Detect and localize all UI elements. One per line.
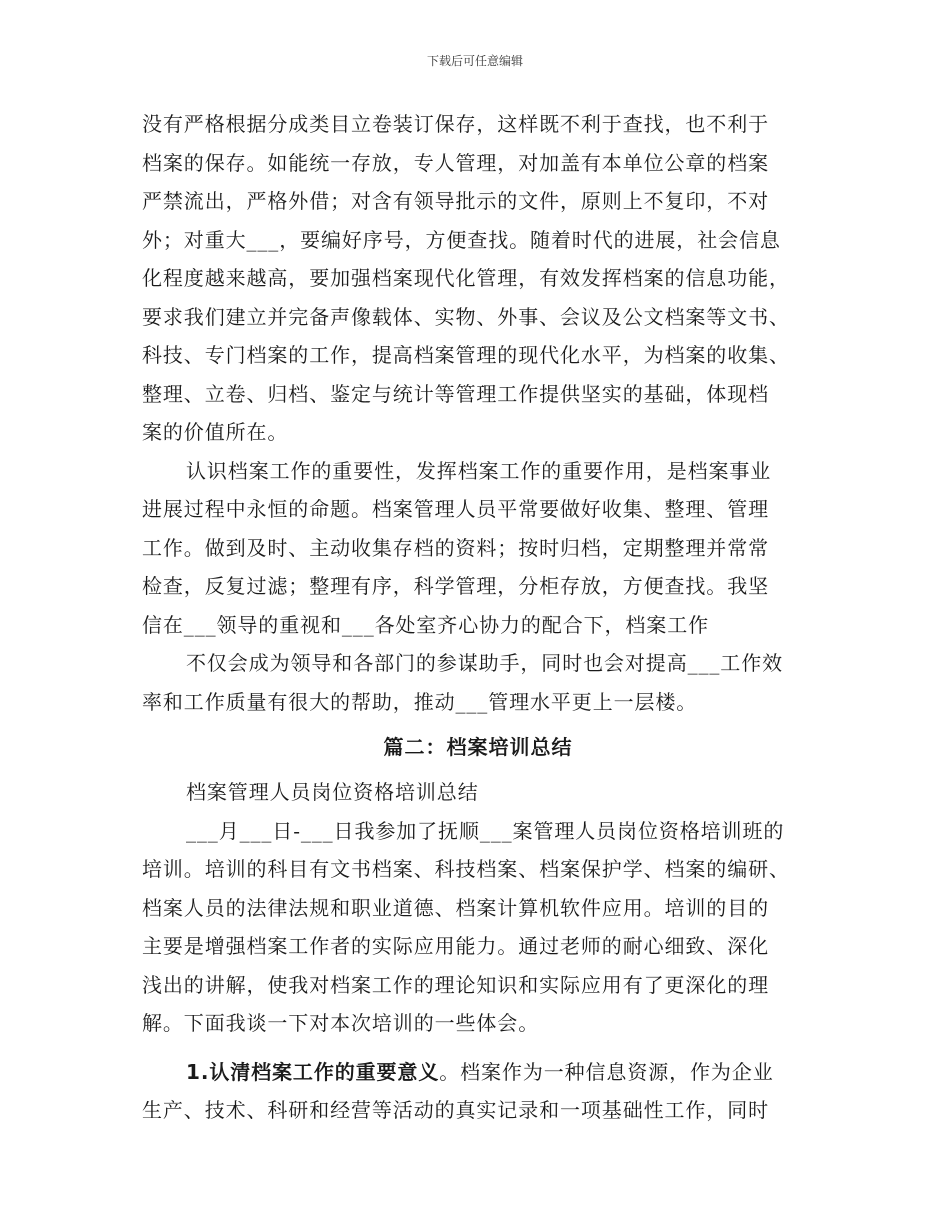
text-line: ___月___日-___日我参加了抚顺___案管理人员岗位资格培训班的: [186, 818, 785, 843]
paragraph-3: [142, 644, 814, 721]
text-line: 要求我们建立并完备声像载体、实物、外事、会议及公文档案等文书、: [142, 304, 790, 329]
paragraph-2: [142, 452, 814, 645]
text-line: 率和工作质量有很大的帮助，推动___管理水平更上一层楼。: [142, 689, 698, 714]
paragraph-4: [142, 812, 814, 1043]
text-line: 严禁流出，严格外借；对含有领导批示的文件，原则上不复印，不对: [142, 189, 769, 213]
text-line: 生产、技术、科研和经营等活动的真实记录和一项基础性工作，同时: [142, 1098, 769, 1122]
section-subtitle: 档案管理人员岗位资格培训总结: [186, 780, 479, 804]
text-line: 培训。培训的科目有文书档案、科技档案、档案保护学、档案的编研、: [142, 857, 790, 881]
page-header: 下载后可任意编辑: [426, 54, 523, 68]
text-line: 检查，反复过滤；整理有序，科学管理，分柜存放，方便查找。我坚: [142, 574, 769, 598]
text-line: 解。下面我谈一下对本次培训的一些体会。: [142, 1011, 540, 1035]
text-line: 化程度越来越高，要加强档案现代化管理，有效发挥档案的信息功能，: [142, 266, 790, 290]
text-line: 浅出的讲解，使我对档案工作的理论知识和实际应用有了更深化的理: [142, 972, 769, 997]
text-line: 主要是增强档案工作者的实际应用能力。通过老师的耐心细致、深化: [142, 934, 769, 958]
text-line: 没有严格根据分成类目立卷装订保存，这样既不利于查找，也不利于: [142, 112, 769, 136]
text-line: 认识档案工作的重要性，发挥档案工作的重要作用，是档案事业: [186, 458, 772, 483]
paragraph-5: [142, 1053, 814, 1130]
document-body: [142, 105, 814, 1130]
text-line: 整理、立卷、归档、鉴定与统计等管理工作提供坚实的基础，体现档: [142, 381, 769, 406]
text-line: 信在___领导的重视和___各处室齐心协力的配合下，档案工作: [142, 612, 709, 637]
text-line: 工作。做到及时、主动收集存档的资料；按时归档，定期整理并常常: [142, 535, 769, 560]
text-line: 科技、专门档案的工作，提高档案管理的现代化水平，为档案的收集、: [142, 343, 790, 367]
section-title: 篇二：档案培训总结: [383, 735, 573, 759]
text-line: [142, 1053, 814, 1092]
text-line: 不仅会成为领导和各部门的参谋助手，同时也会对提高___工作效: [186, 651, 783, 675]
text-line: 进展过程中永恒的命题。档案管理人员平常要做好收集、整理、管理: [142, 497, 769, 521]
point-text: 。档案作为一种信息资源，作为企业: [439, 1059, 774, 1084]
text-line: 档案的保存。如能统一存放，专人管理，对加盖有本单位公章的档案: [142, 150, 769, 175]
paragraph-1: [142, 105, 814, 452]
point-heading: 1.认清档案工作的重要意义: [186, 1059, 440, 1084]
text-line: 案的价值所在。: [142, 420, 289, 444]
text-line: 外；对重大___，要编好序号，方便查找。随着时代的进展，社会信息: [142, 227, 781, 252]
text-line: 档案人员的法律法规和职业道德、档案计算机软件应用。培训的目的: [142, 895, 769, 920]
